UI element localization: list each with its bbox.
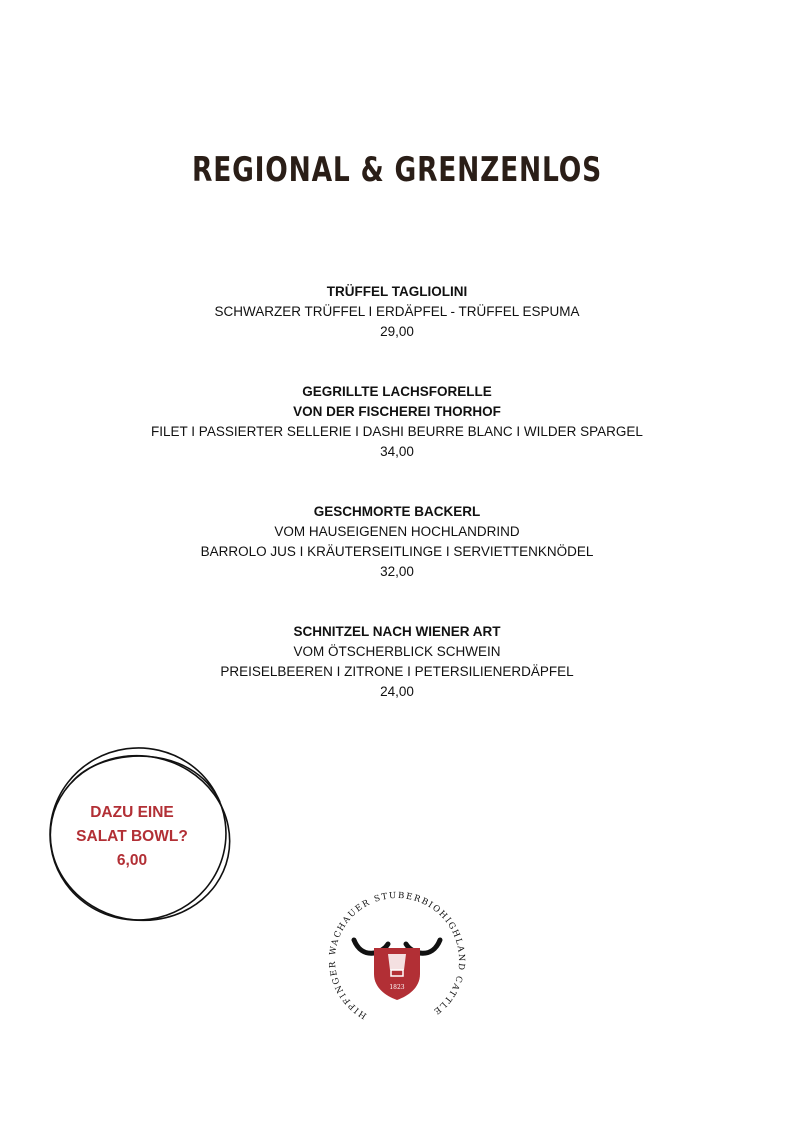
- dish-price: 32,00: [380, 564, 414, 579]
- page-title: REGIONAL & GRENZENLOS: [192, 150, 602, 190]
- menu-item: [0, 622, 794, 702]
- salad-offer-text: [42, 801, 222, 873]
- dish-name: TRÜFFEL TAGLIOLINI: [326, 284, 468, 299]
- svg-text:1823: 1823: [389, 984, 405, 991]
- salad-offer-badge: [42, 742, 238, 938]
- highland-cattle-crest-icon: [312, 882, 482, 1042]
- salad-offer-price: 6,00: [116, 852, 148, 869]
- brand-logo: [312, 882, 482, 1042]
- menu-list: [0, 282, 794, 742]
- menu-item: [0, 382, 794, 462]
- dish-price: 29,00: [380, 324, 414, 339]
- dish-description: VOM HAUSEIGENEN HOCHLANDRIND: [274, 524, 520, 539]
- svg-text:HIPFINGER WACHAUER STUBERBIOHI: HIPFINGER WACHAUER STUBERBIOHIGHLAND CATTLE: [327, 890, 467, 1021]
- dish-name-subline: VON DER FISCHEREI THORHOF: [293, 404, 501, 419]
- dish-description: FILET I PASSIERTER SELLERIE I DASHI BEURRE BLANC I WILDER SPARGEL: [151, 424, 643, 439]
- menu-item: [0, 282, 794, 342]
- salad-offer-line1: DAZU EINE: [90, 804, 174, 821]
- salad-offer-line2: SALAT BOWL?: [76, 828, 188, 845]
- dish-name: GESCHMORTE BACKERL: [313, 504, 481, 519]
- dish-name: SCHNITZEL NACH WIENER ART: [293, 624, 501, 639]
- menu-item: [0, 502, 794, 582]
- dish-price: 24,00: [380, 684, 414, 699]
- dish-description: PREISELBEEREN I ZITRONE I PETERSILIENERDÄPFEL: [220, 664, 574, 679]
- dish-description: SCHWARZER TRÜFFEL I ERDÄPFEL - TRÜFFEL ESPUMA: [214, 304, 580, 319]
- dish-description: VOM ÖTSCHERBLICK SCHWEIN: [293, 644, 501, 659]
- dish-description: BARROLO JUS I KRÄUTERSEITLINGE I SERVIETTENKNÖDEL: [200, 544, 594, 559]
- dish-price: 34,00: [380, 444, 414, 459]
- dish-name: GEGRILLTE LACHSFORELLE: [302, 384, 492, 399]
